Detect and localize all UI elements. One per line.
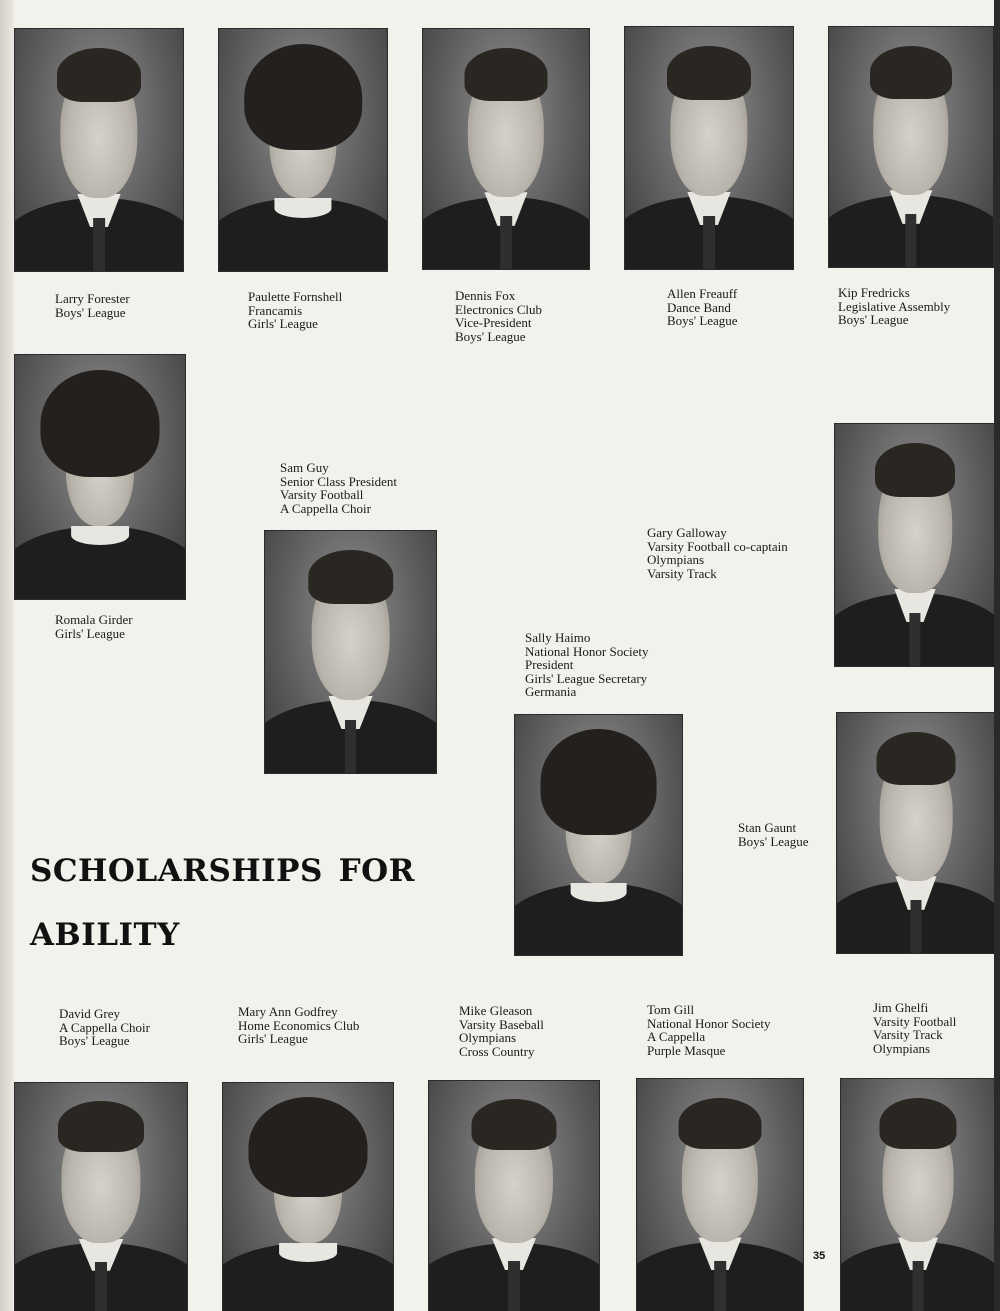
student-activity: Home Economics Club xyxy=(238,1017,360,1033)
student-activity: Olympians xyxy=(647,552,705,567)
student-activity: Varsity Football co-captain xyxy=(647,538,788,554)
portrait-tie xyxy=(508,1261,520,1311)
student-caption xyxy=(838,286,950,327)
page-number: 35 xyxy=(813,1250,826,1262)
portrait-hair xyxy=(540,729,657,835)
portrait-hair xyxy=(870,46,952,99)
student-name: Mary Ann Godfrey xyxy=(238,1004,338,1019)
student-activity: Electronics Club xyxy=(455,301,543,317)
portrait-hair xyxy=(472,1099,557,1150)
portrait-photo xyxy=(14,354,186,600)
student-name: Dennis Fox xyxy=(455,288,516,303)
student-activity: Boys' League xyxy=(667,313,738,328)
student-activity: Olympians xyxy=(873,1040,931,1056)
portrait-tie xyxy=(500,216,512,269)
page-spine xyxy=(0,0,14,1311)
student-caption xyxy=(59,1007,150,1048)
portrait-photo xyxy=(834,423,996,667)
portrait-hair xyxy=(880,1098,957,1149)
portrait-tie xyxy=(910,900,921,953)
portrait-tie xyxy=(95,1262,107,1311)
student-activity: Girls' League xyxy=(55,625,125,641)
student-name: Sam Guy xyxy=(280,460,329,475)
student-caption xyxy=(55,292,130,319)
portrait-hair xyxy=(249,1097,368,1198)
heading-line-2: ability xyxy=(30,905,180,956)
student-activity: A Cappella Choir xyxy=(280,500,371,516)
portrait-hair xyxy=(465,48,548,101)
section-heading xyxy=(30,835,415,963)
page-edge xyxy=(994,0,1000,1311)
portrait-hair xyxy=(877,732,956,785)
portrait-photo xyxy=(264,530,437,774)
portrait-tie xyxy=(909,613,920,666)
student-activity: National Honor Society xyxy=(647,1015,771,1031)
student-caption xyxy=(459,1004,544,1058)
student-activity: President xyxy=(525,657,574,672)
portrait-photo xyxy=(514,714,683,956)
portrait-tie xyxy=(913,1261,924,1311)
portrait-tie xyxy=(905,214,916,267)
student-activity: Girls' League xyxy=(248,316,318,331)
student-caption xyxy=(873,1001,956,1055)
student-caption xyxy=(248,290,342,331)
portrait-photo xyxy=(828,26,994,268)
portrait-hair xyxy=(667,46,751,99)
portrait-photo xyxy=(836,712,996,954)
student-activity: Boys' League xyxy=(55,304,126,320)
student-activity: Boys' League xyxy=(738,833,809,849)
student-activity: Girls' League xyxy=(238,1031,308,1046)
portrait-hair xyxy=(41,370,160,477)
portrait-photo xyxy=(14,28,184,272)
student-caption xyxy=(280,461,397,515)
student-name: Sally Haimo xyxy=(525,630,591,645)
portrait-hair xyxy=(57,48,141,101)
student-caption xyxy=(738,821,809,848)
student-caption xyxy=(238,1005,359,1046)
student-name: Romala Girder xyxy=(55,612,133,627)
portrait-photo xyxy=(222,1082,394,1311)
student-activity: Francamis xyxy=(248,302,303,318)
portrait-photo xyxy=(218,28,388,272)
student-activity: Senior Class President xyxy=(280,473,397,489)
student-caption xyxy=(55,613,133,640)
portrait-photo xyxy=(14,1082,188,1311)
student-activity: Varsity Track xyxy=(647,565,717,581)
student-name: Allen Freauff xyxy=(667,286,738,301)
student-name: Paulette Fornshell xyxy=(248,289,343,304)
student-name: Gary Galloway xyxy=(647,525,727,540)
student-activity: Girls' League Secretary xyxy=(525,670,648,686)
student-activity: Germania xyxy=(525,684,577,699)
student-name: Kip Fredricks xyxy=(838,285,910,300)
portrait-photo xyxy=(428,1080,600,1311)
portrait-collar xyxy=(71,526,129,546)
student-activity: Purple Masque xyxy=(647,1042,726,1058)
student-name: Jim Ghelfi xyxy=(873,1000,929,1015)
student-activity: Cross Country xyxy=(459,1043,535,1059)
student-activity: Varsity Baseball xyxy=(459,1016,544,1032)
student-activity: Varsity Track xyxy=(873,1027,943,1042)
student-activity: Vice-President xyxy=(455,315,532,330)
student-activity: Boys' League xyxy=(455,328,526,344)
student-activity: National Honor Society xyxy=(525,643,649,659)
student-name: Larry Forester xyxy=(55,291,130,306)
student-caption xyxy=(525,631,648,699)
student-activity: Varsity Football xyxy=(873,1013,957,1029)
portrait-collar xyxy=(570,883,627,902)
student-caption xyxy=(667,287,738,328)
portrait-photo xyxy=(624,26,794,270)
portrait-hair xyxy=(244,44,362,150)
portrait-hair xyxy=(875,443,955,496)
portrait-photo xyxy=(422,28,590,270)
student-caption xyxy=(455,289,542,343)
student-activity: Boys' League xyxy=(59,1033,130,1048)
student-caption xyxy=(647,526,788,580)
heading-line-1: scholarships for xyxy=(30,841,415,892)
student-activity: Varsity Football xyxy=(280,487,364,502)
student-name: Stan Gaunt xyxy=(738,820,797,835)
portrait-tie xyxy=(345,720,357,773)
student-activity: A Cappella xyxy=(647,1029,706,1044)
portrait-photo xyxy=(840,1078,996,1311)
student-activity: Olympians xyxy=(459,1030,517,1045)
student-activity: Legislative Assembly xyxy=(838,298,951,314)
student-activity: A Cappella Choir xyxy=(59,1019,150,1035)
portrait-hair xyxy=(308,550,394,603)
portrait-hair xyxy=(679,1098,762,1149)
student-name: Tom Gill xyxy=(647,1002,695,1017)
student-caption xyxy=(647,1003,770,1057)
portrait-hair xyxy=(58,1101,144,1151)
portrait-tie xyxy=(93,218,105,271)
portrait-tie xyxy=(703,216,715,269)
student-activity: Boys' League xyxy=(838,312,909,327)
student-name: Mike Gleason xyxy=(459,1003,533,1018)
student-activity: Dance Band xyxy=(667,299,731,315)
portrait-tie xyxy=(714,1261,726,1311)
portrait-photo xyxy=(636,1078,804,1311)
student-name: David Grey xyxy=(59,1006,121,1021)
